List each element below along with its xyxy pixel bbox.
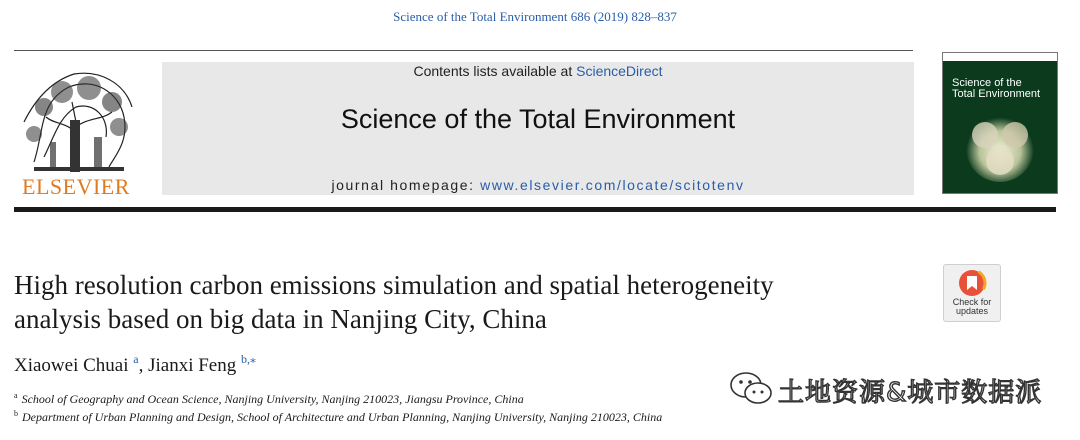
journal-title: Science of the Total Environment [340,104,736,134]
corresponding-author-mark[interactable]: ⁎ [249,352,256,366]
contents-prefix: Contents lists available at [413,63,577,79]
wechat-icon [728,368,774,408]
article-title [14,268,914,336]
article-title-line2: analysis based on big data in Nanjing City, China [14,304,547,334]
affiliation-marker-text[interactable]: b, [240,352,250,366]
banner-bottom-rule [14,207,1056,212]
article-title-line1: High resolution carbon emissions simulation and spatial heterogeneity [14,270,774,300]
author-separator: , [138,355,149,376]
cover-title-line1: Science of the [952,77,1022,89]
contents-line [162,63,914,79]
affiliation-a [14,391,524,407]
journal-citation: Science of the Total Environment 686 (2019) 828–837 [393,9,677,24]
author-name[interactable]: Jianxi Feng [148,355,237,376]
author-name[interactable]: Xiaowei Chuai [14,355,129,376]
watermark-text: 土地资源&城市数据派 [778,378,1043,408]
check-for-updates-line2: updates [955,306,989,316]
author-list [14,352,256,377]
cover-art [943,53,1057,193]
affiliation-text: Department of Urban Planning and Design, School of Architecture and Urban Planning, Nanjing University, Nanjing 210023, China [22,410,663,424]
sciencedirect-link[interactable]: ScienceDirect [576,63,663,79]
journal-cover[interactable] [942,52,1058,194]
elsevier-wordmark: ELSEVIER [22,174,130,199]
affiliation-label: b [14,409,18,418]
affiliation-label: a [14,391,18,400]
affiliation-marker[interactable]: a [133,352,139,366]
check-for-updates-icon [944,265,1000,301]
check-for-updates-label [943,298,1001,316]
homepage-line [162,177,914,193]
homepage-link[interactable]: www.elsevier.com/locate/scitotenv [480,177,745,193]
check-for-updates-line1: Check for [952,297,992,307]
header-divider [14,50,913,51]
cover-title [952,78,1052,100]
affiliation-marker[interactable] [241,352,256,366]
affiliation-text: School of Geography and Ocean Science, Nanjing University, Nanjing 210023, Jiangsu Province, China [21,392,524,406]
cover-title-line2: Total Environment [952,88,1041,100]
affiliation-b [14,409,662,425]
homepage-prefix: journal homepage: [331,177,481,193]
